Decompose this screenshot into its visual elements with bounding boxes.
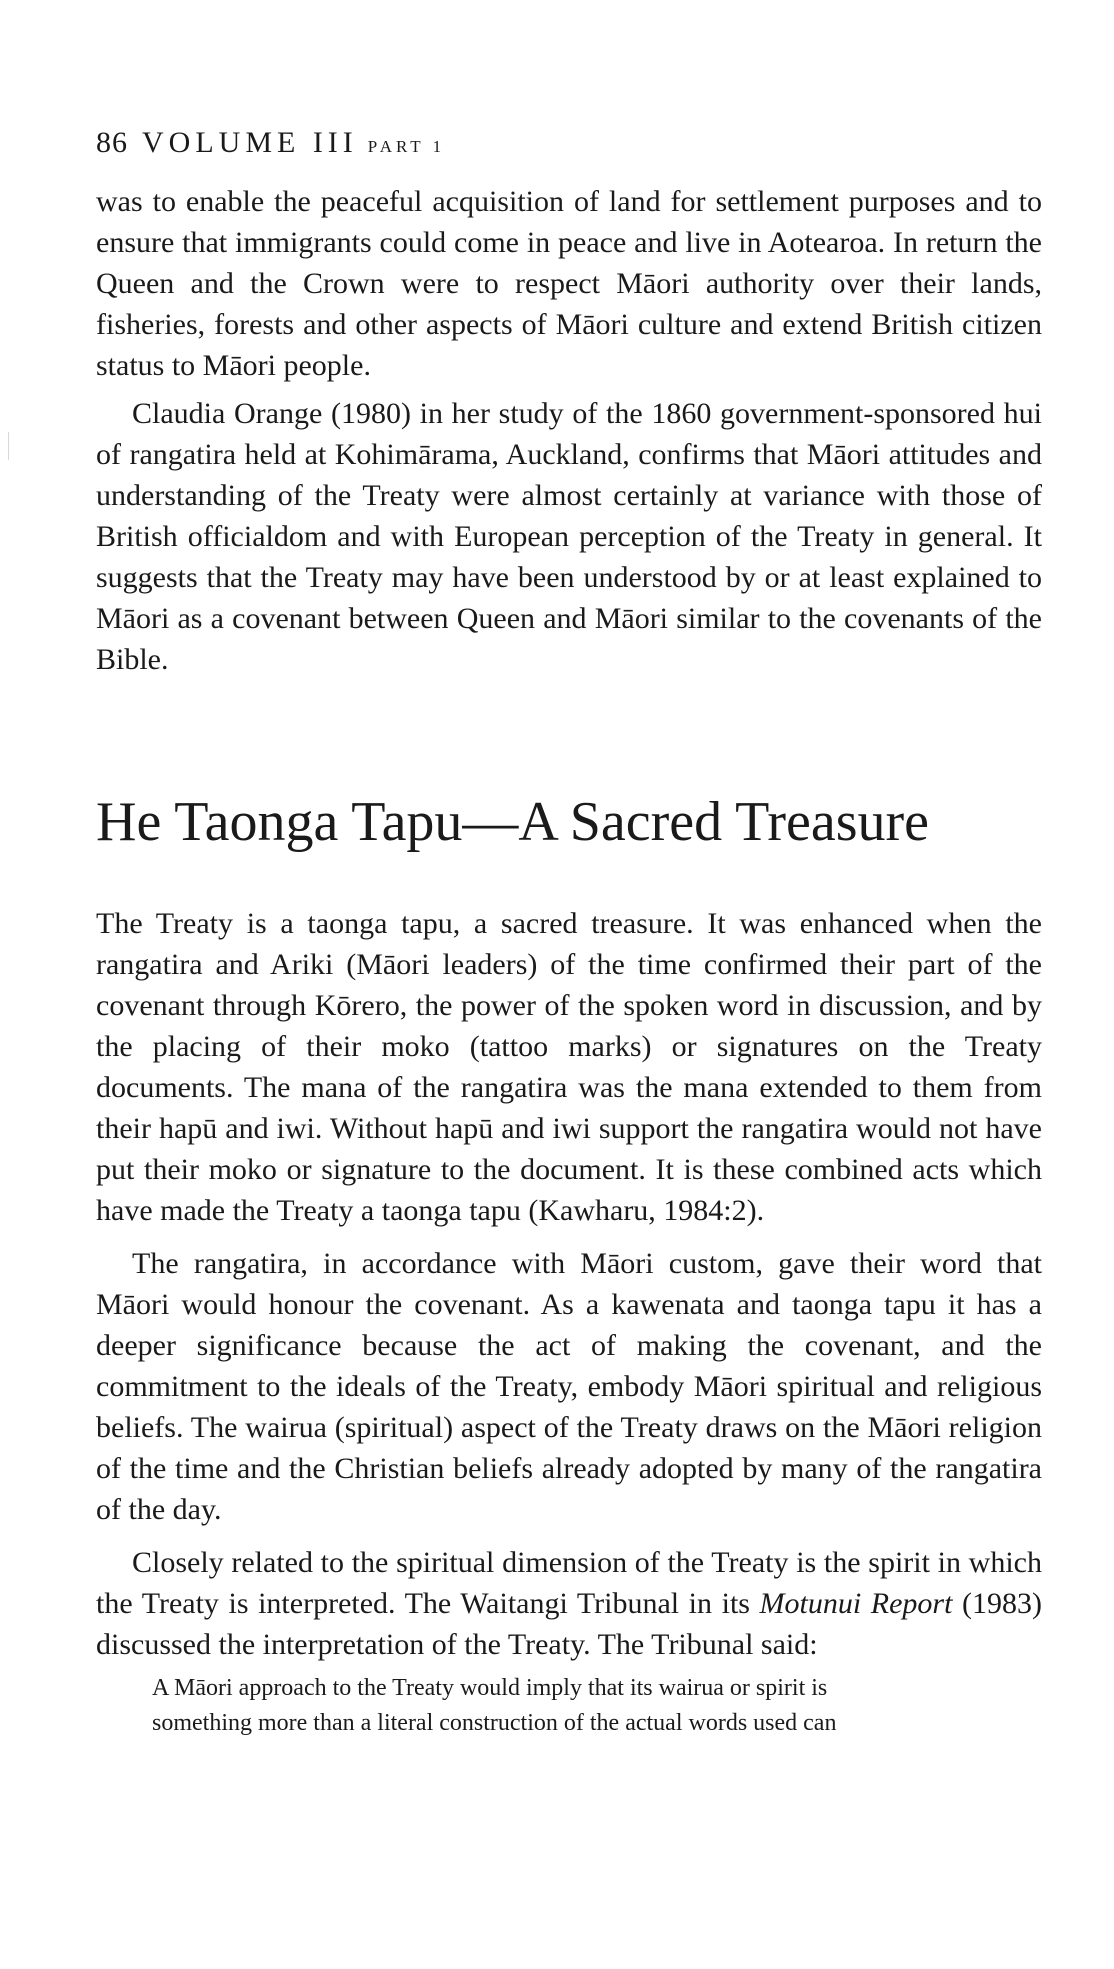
paragraph <box>96 1542 1042 1665</box>
part-label: PART 1 <box>367 137 446 156</box>
paragraph: The Treaty is a taonga tapu, a sacred treasure. It was enhanced when the rangatira and Ariki (Māori leaders) of the time confirmed their part of the covenant through Kōrero, the power of the spoken word in discussion, and by the placing of their moko (tattoo marks) or signatures on the Treaty documents. The mana of the rangatira was the mana extended to them from their hapū and iwi. Without hapū and iwi support the rangatira would not have put their moko or signature to the document. It is these combined acts which have made the Treaty a taonga tapu (Kawharu, 1984:2). <box>96 907 1042 1227</box>
paragraph: The rangatira, in accordance with Māori custom, gave their word that Māori would honour the covenant. As a kawenata and taonga tapu it has a deeper significance because the act of making the covenant, and the commitment to the ideals of the Treaty, embody Māori spiritual and religious beliefs. The wairua (spiritual) aspect of the Treaty draws on the Māori religion of the time and the Christian beliefs already adopted by many of the rangatira of the day. <box>96 1247 1042 1526</box>
report-title: Motunui Report <box>759 1587 953 1620</box>
section-heading: He Taonga Tapu—A Sacred Treasure <box>96 791 930 853</box>
running-head <box>96 126 445 160</box>
quote-line: something more than a literal construction of the actual words used can <box>152 1710 837 1736</box>
block-quote <box>152 1671 1042 1741</box>
paragraph-text: Closely related to the spiritual dimension of the Treaty is the spirit in which the Treaty is interpreted. The Waitangi Tribunal in its <box>96 1546 1042 1620</box>
paragraph-text: (1983) discussed the interpretation of the Treaty. The Tribunal said: <box>96 1587 1043 1661</box>
page-number: 86 <box>96 126 128 159</box>
paragraph: was to enable the peaceful acquisition of land for settlement purposes and to ensure that immigrants could come in peace and live in Aotearoa. In return the Queen and the Crown were to respect Māori authority over their lands, fisheries, forests and other aspects of Māori culture and extend British citizen status to Māori people. <box>96 185 1042 382</box>
intro-text <box>96 181 1042 680</box>
section-body <box>96 903 1042 1741</box>
paragraph: Claudia Orange (1980) in her study of the 1860 government-sponsored hui of rangatira held at Kohimārama, Auckland, confirms that Māori attitudes and understanding of the Treaty were almost certainly at variance with those of British officialdom and with European perception of the Treaty in general. It suggests that the Treaty may have been understood by or at least explained to Māori as a covenant between Queen and Māori similar to the covenants of the Bible. <box>96 397 1042 676</box>
quote-line: A Māori approach to the Treaty would imply that its wairua or spirit is <box>152 1675 828 1701</box>
volume-label: VOLUME III <box>142 126 358 159</box>
margin-mark <box>8 432 9 460</box>
